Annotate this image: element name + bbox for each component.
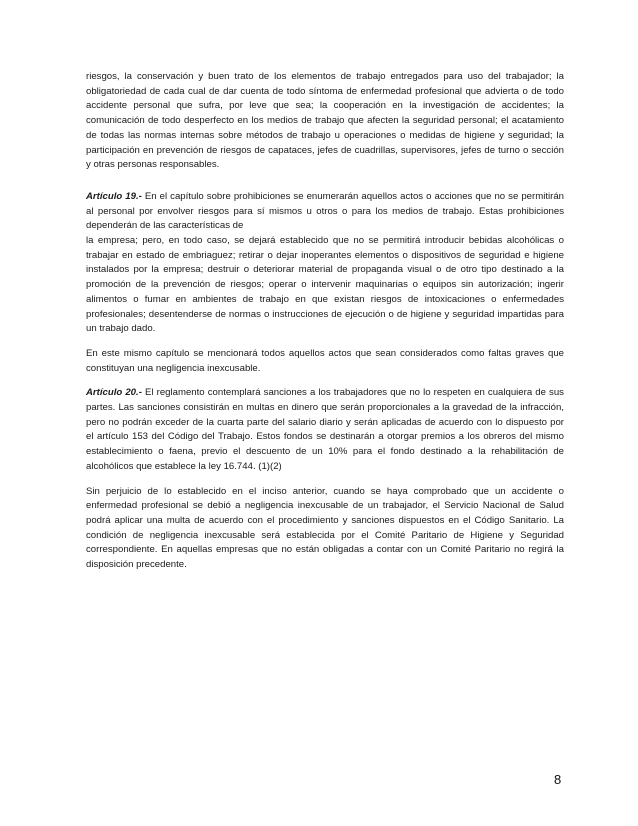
paragraph-text: En el capítulo sobre prohibiciones se enumerarán aquellos actos o acciones que no se permitirán al personal por envolver riesgos para sí mismos u otros o para los medios de trabajo. Estas prohibiciones dependerán de las características de: [86, 190, 564, 232]
paragraph-text: Sin perjuicio de lo establecido en el inciso anterior, cuando se haya comprobado que un accidente o enfermedad profesional se debió a negligencia inexcusable de un trabajador, el Servicio Nacional de Salud podrá aplicar una multa de acuerdo con el procedimiento y sanciones dispuestos en el Código Sanitario. La condición de negligencia inexcusable será establecida por el Comité Paritario de Higiene y Seguridad correspondiente. En aquellas empresas que no están obligadas a contar con un Comité Paritario no regirá la disposición precedente.: [86, 485, 564, 571]
paragraph-text: riesgos, la conservación y buen trato de los elementos de trabajo entregados para uso del trabajador; la obligatoriedad de cada cual de dar cuenta de todo síntoma de enfermedad profesional que advierta o de todo accidente personal que sufra, por leve que sea; la cooperación en la investigación de accidentes; la comunicación de todo desperfecto en los medios de trabajo que afecten la seguridad personal; el acatamiento de todas las normas internas sobre métodos de trabajo u operaciones o medidas de higiene y seguridad; la participación en prevención de riesgos de capataces, jefes de cuadrillas, supervisores, jefes de turno o sección y otras personas responsables.: [86, 71, 564, 171]
paragraph-riesgos: [86, 70, 564, 173]
page-number: 8: [554, 772, 562, 787]
paragraph-text: El reglamento contemplará sanciones a los trabajadores que no lo respeten en cualquiera de sus partes. Las sanciones consistirán en multas en dinero que serán proporcionales a la gravedad de la infracción, pero no podrán exceder de la cuarta parte del salario diario y serán aplicadas de acuerdo con lo dispuesto por el artículo 153 del Código del Trabajo. Estos fondos se destinarán a otorgar premios a los obreros del mismo establecimiento o faena, previo el descuento de un 10% para el fondo destinado a la rehabilitación de alcohólicos que establece la ley 16.744. (1)(2): [86, 387, 564, 472]
article-heading: Artículo 20.-: [86, 387, 142, 399]
paragraph-text: la empresa; pero, en todo caso, se dejará establecido que no se permitirá introducir bebidas alcohólicas o trabajar en estado de embriaguez; retirar o dejar inoperantes elementos o dispositivos de seguridad e higiene instalados por la empresa; destruir o deteriorar material de propaganda visual o de otro tipo destinado a la promoción de la prevención de riesgos; operar o intervenir maquinarias o equipos sin autorización; ingerir alimentos o fumar en ambientes de trabajo en que existan riesgos de intoxicaciones o enfermedades profesionales; desentenderse de normas o instrucciones de ejecución o de higiene y seguridad impartidas para un trabajo dado.: [86, 235, 564, 335]
article-heading: Artículo 19.-: [86, 190, 142, 202]
paragraph-sin-perjuicio: [86, 485, 564, 573]
paragraph-articulo-20: [86, 386, 564, 474]
paragraph-faltas-graves: [86, 347, 564, 376]
paragraph-prohibiciones: [86, 234, 564, 337]
document-body: [86, 70, 564, 583]
paragraph-articulo-19: [86, 190, 564, 234]
paragraph-text: En este mismo capítulo se mencionará todos aquellos actos que sean considerados como faltas graves que constituyan una negligencia inexcusable.: [86, 347, 564, 374]
